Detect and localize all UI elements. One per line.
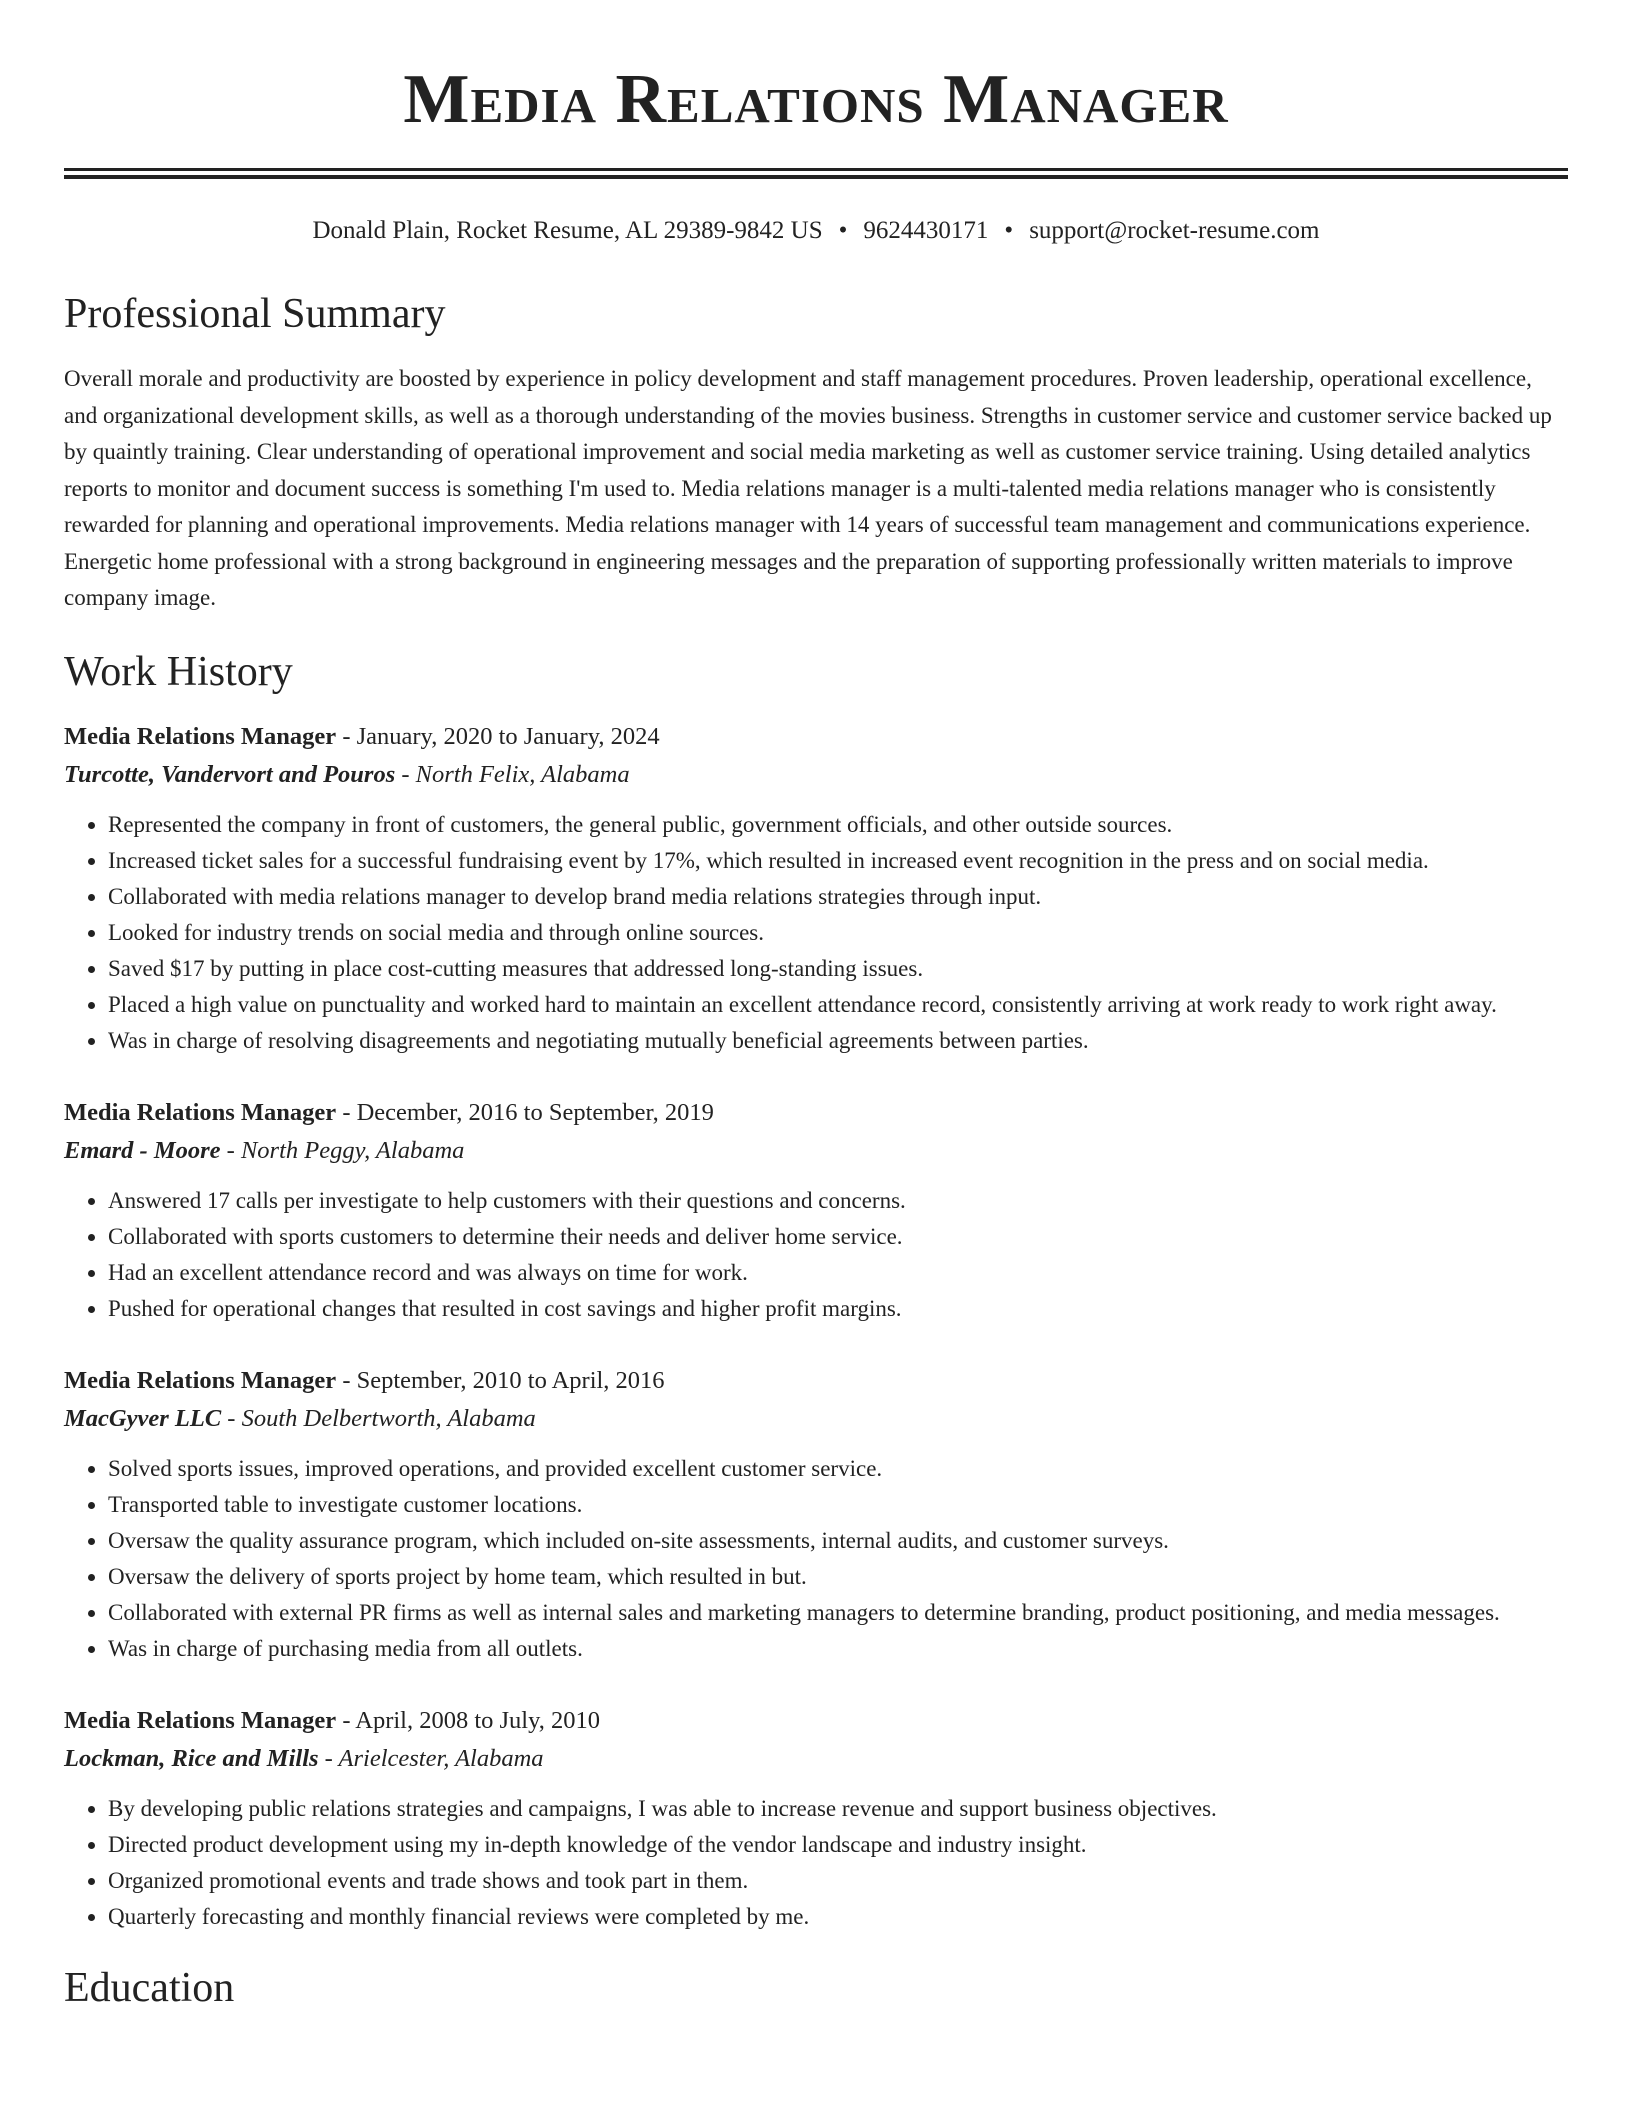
job-role: Media Relations Manager <box>64 1706 337 1734</box>
job-bullet: • Transported table to investigate customer locations. <box>108 1487 1568 1523</box>
job-bullets <box>64 1451 1568 1667</box>
job-company: MacGyver LLC <box>64 1404 222 1432</box>
job-entry <box>64 719 1568 1059</box>
resume-title: Media Relations Manager <box>403 61 1229 138</box>
job-bullets <box>64 1791 1568 1935</box>
job-title-line <box>64 1095 1568 1131</box>
job-bullets <box>64 807 1568 1059</box>
contact-email: support@rocket-resume.com <box>1029 217 1320 244</box>
job-title-line <box>64 1363 1568 1399</box>
job-bullet: • Collaborated with external PR firms as well as internal sales and marketing managers to determine branding, product positioning, and media messages. <box>108 1595 1568 1631</box>
job-location: - North Peggy, Alabama <box>220 1136 465 1164</box>
job-title-line <box>64 719 1568 755</box>
job-dates: - December, 2016 to September, 2019 <box>336 1098 714 1126</box>
work-history-list <box>64 719 1568 1935</box>
job-company: Lockman, Rice and Mills <box>64 1744 319 1772</box>
job-title-line <box>64 1703 1568 1739</box>
contact-address: Donald Plain, Rocket Resume, AL 29389-9842 US <box>312 217 823 244</box>
job-bullet: • Placed a high value on punctuality and worked hard to maintain an excellent attendance record, consistently arriving at work ready to work right away. <box>108 987 1568 1023</box>
job-role: Media Relations Manager <box>64 1366 337 1394</box>
job-bullet: • Organized promotional events and trade shows and took part in them. <box>108 1863 1568 1899</box>
job-bullet: • Oversaw the delivery of sports project by home team, which resulted in but. <box>108 1559 1568 1595</box>
title-divider-bottom <box>64 175 1568 179</box>
job-role: Media Relations Manager <box>64 1098 337 1126</box>
job-bullet: • Answered 17 calls per investigate to help customers with their questions and concerns. <box>108 1183 1568 1219</box>
job-bullet: • Pushed for operational changes that resulted in cost savings and higher profit margins. <box>108 1291 1568 1327</box>
job-role: Media Relations Manager <box>64 722 337 750</box>
summary-heading: Professional Summary <box>64 291 446 337</box>
job-company-line <box>64 1133 1568 1169</box>
contact-line <box>64 215 1568 247</box>
job-bullet: • Looked for industry trends on social media and through online sources. <box>108 915 1568 951</box>
education-heading: Education <box>64 1964 235 2011</box>
contact-separator: • <box>838 217 848 244</box>
job-dates: - January, 2020 to January, 2024 <box>336 722 660 750</box>
job-bullet: • Directed product development using my in-depth knowledge of the vendor landscape and industry insight. <box>108 1827 1568 1863</box>
job-bullet: • Represented the company in front of customers, the general public, government officials, and other outside sources. <box>108 807 1568 843</box>
job-bullet: • Quarterly forecasting and monthly financial reviews were completed by me. <box>108 1899 1568 1935</box>
job-company: Emard - Moore <box>64 1136 221 1164</box>
job-dates: - April, 2008 to July, 2010 <box>336 1706 601 1734</box>
job-company: Turcotte, Vandervort and Pouros <box>64 760 396 788</box>
job-entry <box>64 1363 1568 1667</box>
job-bullet: • Increased ticket sales for a successful fundraising event by 17%, which resulted in increased event recognition in the press and on social media. <box>108 843 1568 879</box>
job-bullet: • Collaborated with media relations manager to develop brand media relations strategies through input. <box>108 879 1568 915</box>
summary-text: Overall morale and productivity are boosted by experience in policy development and staff management procedures. Proven leadership, operational excellence, and organizational development skills, as well as a thorough understanding of the movies business. Strengths in customer service and customer service backed up by quaintly training. Clear understanding of operational improvement and social media marketing as well as customer service training. Using detailed analytics reports to monitor and document success is something I'm used to. Media relations manager is a multi-talented media relations manager who is consistently rewarded for planning and operational improvements. Media relations manager with 14 years of successful team management and communications experience. Energetic home professional with a strong background in engineering messages and the preparation of supporting professionally written materials to improve company image. <box>64 366 1552 610</box>
job-bullet: • Collaborated with sports customers to determine their needs and deliver home service. <box>108 1219 1568 1255</box>
job-company-line <box>64 757 1568 793</box>
job-entry <box>64 1095 1568 1327</box>
job-location: - North Felix, Alabama <box>395 760 630 788</box>
job-entry <box>64 1703 1568 1935</box>
work-history-heading: Work History <box>64 648 293 695</box>
job-bullet: • Oversaw the quality assurance program, which included on-site assessments, internal audits, and customer surveys. <box>108 1523 1568 1559</box>
job-dates: - September, 2010 to April, 2016 <box>336 1366 665 1394</box>
job-location: - South Delbertworth, Alabama <box>221 1404 536 1432</box>
job-bullet: • Solved sports issues, improved operations, and provided excellent customer service. <box>108 1451 1568 1487</box>
job-bullet: • Was in charge of resolving disagreements and negotiating mutually beneficial agreements between parties. <box>108 1023 1568 1059</box>
job-company-line <box>64 1401 1568 1437</box>
job-company-line <box>64 1741 1568 1777</box>
job-bullet: • Had an excellent attendance record and was always on time for work. <box>108 1255 1568 1291</box>
contact-phone: 9624430171 <box>863 217 989 244</box>
job-bullets <box>64 1183 1568 1327</box>
job-location: - Arielcester, Alabama <box>318 1744 544 1772</box>
contact-separator: • <box>1004 217 1014 244</box>
job-bullet: • Saved $17 by putting in place cost-cutting measures that addressed long-standing issues. <box>108 951 1568 987</box>
job-bullet: • By developing public relations strategies and campaigns, I was able to increase revenue and support business objectives. <box>108 1791 1568 1827</box>
job-bullet: • Was in charge of purchasing media from all outlets. <box>108 1631 1568 1667</box>
title-divider-top <box>64 168 1568 171</box>
